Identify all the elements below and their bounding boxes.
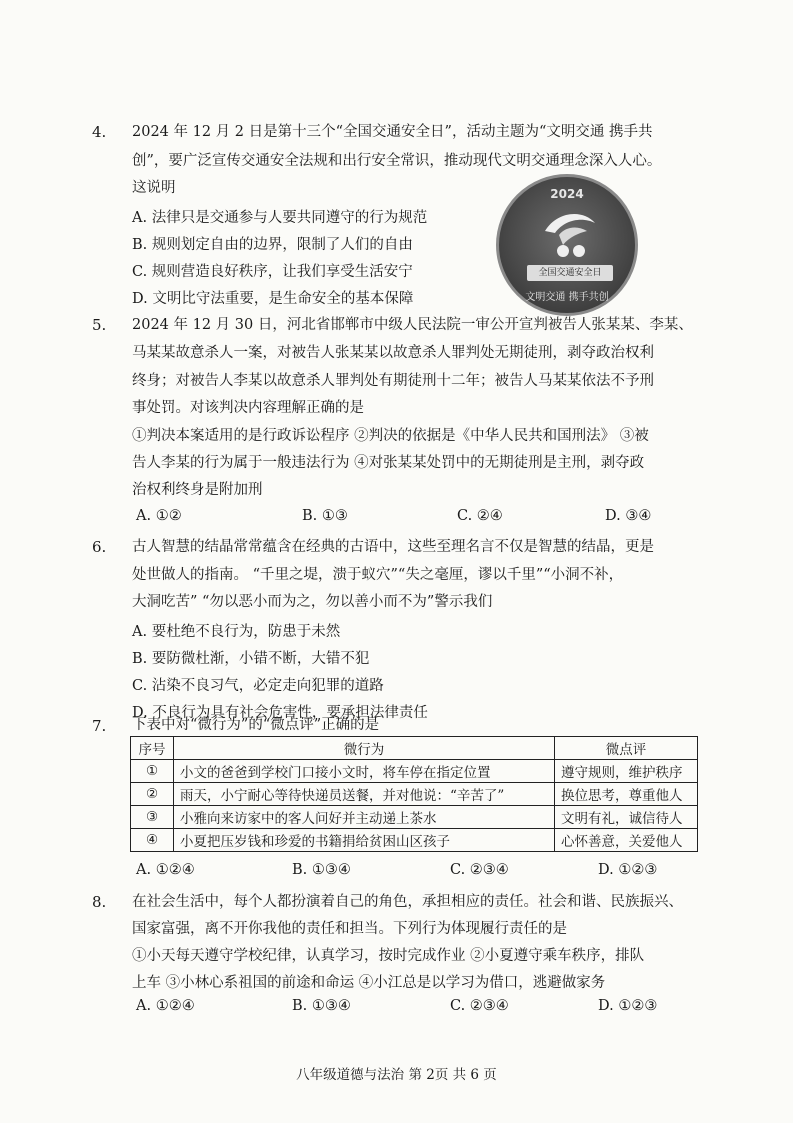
question-text: 下表中对“微行为”的“微点评”正确的是 xyxy=(132,717,380,733)
option-a: A. 法律只是交通参与人要共同遵守的行为规范 xyxy=(132,210,428,226)
table-row xyxy=(131,783,698,806)
question-text: 国家富强，离不开你我他的责任和担当。下列行为体现履行责任的是 xyxy=(132,921,567,937)
statement-line: 上车 ③小林心系祖国的前途和命运 ④小江总是以学习为借口，逃避做家务 xyxy=(132,975,606,991)
table-cell: 小雅向来访家中的客人问好并主动递上茶水 xyxy=(174,806,555,829)
option-c: C. ②③④ xyxy=(450,862,509,878)
question-number: 5. xyxy=(92,316,107,334)
question-text: 马某某故意杀人一案，对被告人张某某以故意杀人罪判处无期徒刑，剥夺政治权利 xyxy=(132,345,654,361)
table-row xyxy=(131,806,698,829)
question-text: 创”，要广泛宣传交通安全法规和出行安全常识，推动现代文明交通理念深入人心。 xyxy=(132,153,662,169)
option-a: A. 要杜绝不良行为，防患于未然 xyxy=(132,624,341,640)
table-cell: ④ xyxy=(131,829,174,852)
option-d: D. 文明比守法重要，是生命安全的基本保障 xyxy=(132,291,414,307)
statement-line: 告人李某的行为属于一般违法行为 ④对张某某处罚中的无期徒刑是主刑，剥夺政 xyxy=(132,455,645,471)
traffic-logo-icon xyxy=(539,205,601,261)
question-number: 8. xyxy=(92,893,107,911)
statement-line: 治权利终身是附加刑 xyxy=(132,482,263,498)
question-text: 大洞吃苦” “勿以恶小而为之，勿以善小而不为”警示我们 xyxy=(132,594,493,610)
question-number: 6. xyxy=(92,538,107,556)
option-b: B. ①③④ xyxy=(292,998,351,1014)
table-cell: 换位思考，尊重他人 xyxy=(555,783,698,806)
page-footer: 八年级道德与法治 第 2页 共 6 页 xyxy=(296,1067,497,1083)
option-b: B. 规则划定自由的边界，限制了人们的自由 xyxy=(132,237,413,253)
question-text: 事处罚。对该判决内容理解正确的是 xyxy=(132,400,364,416)
option-b: B. ①③④ xyxy=(292,862,351,878)
table-cell: 雨天，小宁耐心等待快递员送餐，并对他说：“辛苦了” xyxy=(174,783,555,806)
question-text: 2024 年 12 月 2 日是第十三个“全国交通安全日”，活动主题为“文明交通 携手共 xyxy=(132,124,653,140)
option-d: D. ③④ xyxy=(605,508,652,524)
option-c: C. ②④ xyxy=(457,508,503,524)
option-c: C. 规则营造良好秩序，让我们享受生活安宁 xyxy=(132,264,413,280)
table-cell: 遵守规则，维护秩序 xyxy=(555,760,698,783)
option-d: D. ①②③ xyxy=(598,998,658,1014)
question-number: 7. xyxy=(92,717,107,735)
question-text: 处世做人的指南。 “千里之堤，溃于蚁穴”“失之毫厘，谬以千里”“小洞不补， xyxy=(132,567,624,583)
question-text: 这说明 xyxy=(132,180,176,196)
badge-label: 全国交通安全日 xyxy=(527,265,613,281)
table-row xyxy=(131,760,698,783)
table-header-row xyxy=(131,737,698,760)
badge-year: 2024 xyxy=(550,187,584,201)
table-header: 微点评 xyxy=(555,737,698,760)
table-cell: 心怀善意，关爱他人 xyxy=(555,829,698,852)
option-b: B. 要防微杜渐，小错不断，大错不犯 xyxy=(132,651,370,667)
table-header: 序号 xyxy=(131,737,174,760)
table-row xyxy=(131,829,698,852)
table-header: 微行为 xyxy=(174,737,555,760)
traffic-safety-day-badge xyxy=(496,174,638,316)
option-c: C. 沾染不良习气，必定走向犯罪的道路 xyxy=(132,678,384,694)
question-text: 古人智慧的结晶常常蕴含在经典的古语中，这些至理名言不仅是智慧的结晶，更是 xyxy=(132,539,654,555)
table-cell: 文明有礼，诚信待人 xyxy=(555,806,698,829)
question-text: 终身；对被告人李某以故意杀人罪判处有期徒刑十二年；被告人马某某依法不予刑 xyxy=(132,373,654,389)
table-cell: 小夏把压岁钱和珍爱的书籍捐给贫困山区孩子 xyxy=(174,829,555,852)
table-cell: ① xyxy=(131,760,174,783)
badge-slogan: 文明交通 携手共创 xyxy=(525,292,609,303)
option-d: D. ①②③ xyxy=(598,862,658,878)
option-b: B. ①③ xyxy=(302,508,348,524)
option-a: A. ①②④ xyxy=(136,998,195,1014)
behavior-table xyxy=(130,736,698,852)
option-d: D. 不良行为具有社会危害性，要承担法律责任 xyxy=(132,705,428,721)
option-a: A. ①② xyxy=(136,508,182,524)
question-number: 4. xyxy=(92,123,107,141)
table-cell: ② xyxy=(131,783,174,806)
table-cell: ③ xyxy=(131,806,174,829)
option-c: C. ②③④ xyxy=(450,998,509,1014)
statement-line: ①判决本案适用的是行政诉讼程序 ②判决的依据是《中华人民共和国刑法》 ③被 xyxy=(132,428,649,444)
option-a: A. ①②④ xyxy=(136,862,195,878)
table-cell: 小文的爸爸到学校门口接小文时，将车停在指定位置 xyxy=(174,760,555,783)
question-text: 2024 年 12 月 30 日，河北省邯郸市中级人民法院一审公开宣判被告人张某某、李某、 xyxy=(132,317,693,333)
statement-line: ①小天每天遵守学校纪律，认真学习，按时完成作业 ②小夏遵守乘车秩序，排队 xyxy=(132,948,645,964)
question-text: 在社会生活中，每个人都扮演着自己的角色，承担相应的责任。社会和谐、民族振兴、 xyxy=(132,894,683,910)
